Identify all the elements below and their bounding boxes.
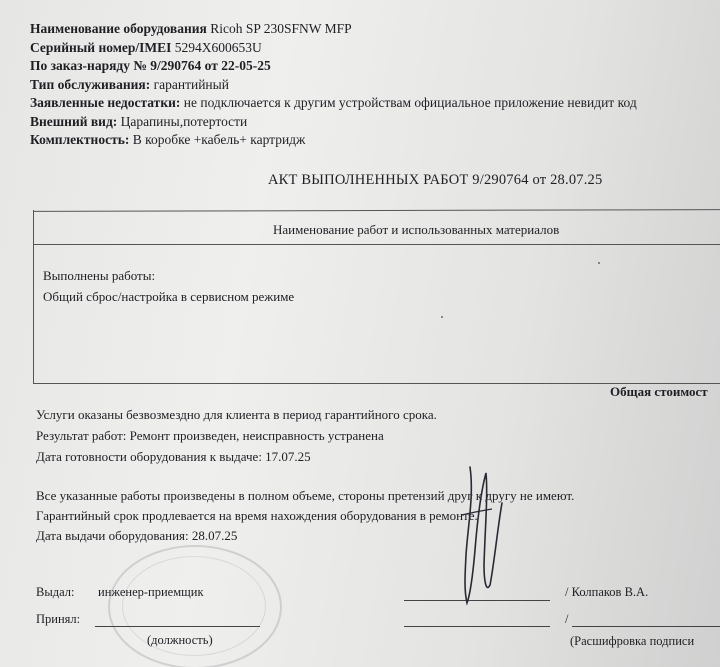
result-line: Результат работ: Ремонт произведен, неисправность устранена (36, 428, 384, 443)
total-cost-label: Общая стоимост (610, 384, 708, 399)
appearance-line: Внешний вид: Царапины,потертости (30, 113, 248, 129)
issued-role: инженер-приемщик (98, 585, 204, 599)
table-header-rule (33, 244, 720, 245)
speck (598, 262, 600, 264)
all-done-line: Все указанные работы произведены в полном объеме, стороны претензий друг к другу не имеют. (36, 488, 575, 503)
table-left-rule (33, 210, 34, 384)
services-line: Услуги оказаны безвозмездно для клиента в период гарантийного срока. (36, 407, 437, 422)
equipment-header (30, 20, 637, 150)
completeness-line: Комплектность: В коробке +кабель+ картридж (30, 132, 306, 147)
works-done-label: Выполнены работы: (43, 268, 156, 283)
received-signature-line (404, 626, 550, 627)
warranty-line: Гарантийный срок продлевается на время нахождения оборудования в ремонте. (36, 508, 478, 523)
issue-date-line: Дата выдачи оборудования: 28.07.25 (36, 528, 238, 543)
received-name-line (572, 626, 720, 627)
works-section-title: Наименование работ и использованных материалов (273, 222, 560, 237)
decode-caption: (Расшифровка подписи (570, 634, 695, 648)
order-line: По заказ-наряду № 9/290764 от 22-05-25 (30, 58, 271, 73)
equipment-name-line: Наименование оборудования Ricoh SP 230SFNW MFP (30, 21, 352, 36)
works-done-text: Общий сброс/настройка в сервисном режиме (43, 289, 295, 304)
terms-block (36, 404, 437, 467)
ready-date-line: Дата готовности оборудования к выдаче: 17.07.25 (36, 449, 311, 464)
position-caption: (должность) (147, 633, 213, 647)
serial-number-line: Серийный номер/IMEI 5294X600653U (30, 39, 262, 55)
speck (441, 316, 443, 318)
service-type-line: Тип обслуживания: гарантийный (30, 76, 229, 92)
issued-name: / Колпаков В.А. (565, 585, 649, 599)
handwritten-signature (440, 455, 530, 615)
act-title: АКТ ВЫПОЛНЕННЫХ РАБОТ 9/290764 от 28.07.25 (268, 172, 603, 188)
table-top-rule (33, 209, 720, 212)
defects-line: Заявленные недостатки: не подключается к другим устройствам официальное приложение невидит код (30, 95, 637, 110)
received-label: Принял: (36, 612, 81, 626)
received-position-line (95, 626, 260, 627)
received-slash: / (565, 612, 569, 626)
issued-label: Выдал: (36, 585, 75, 599)
